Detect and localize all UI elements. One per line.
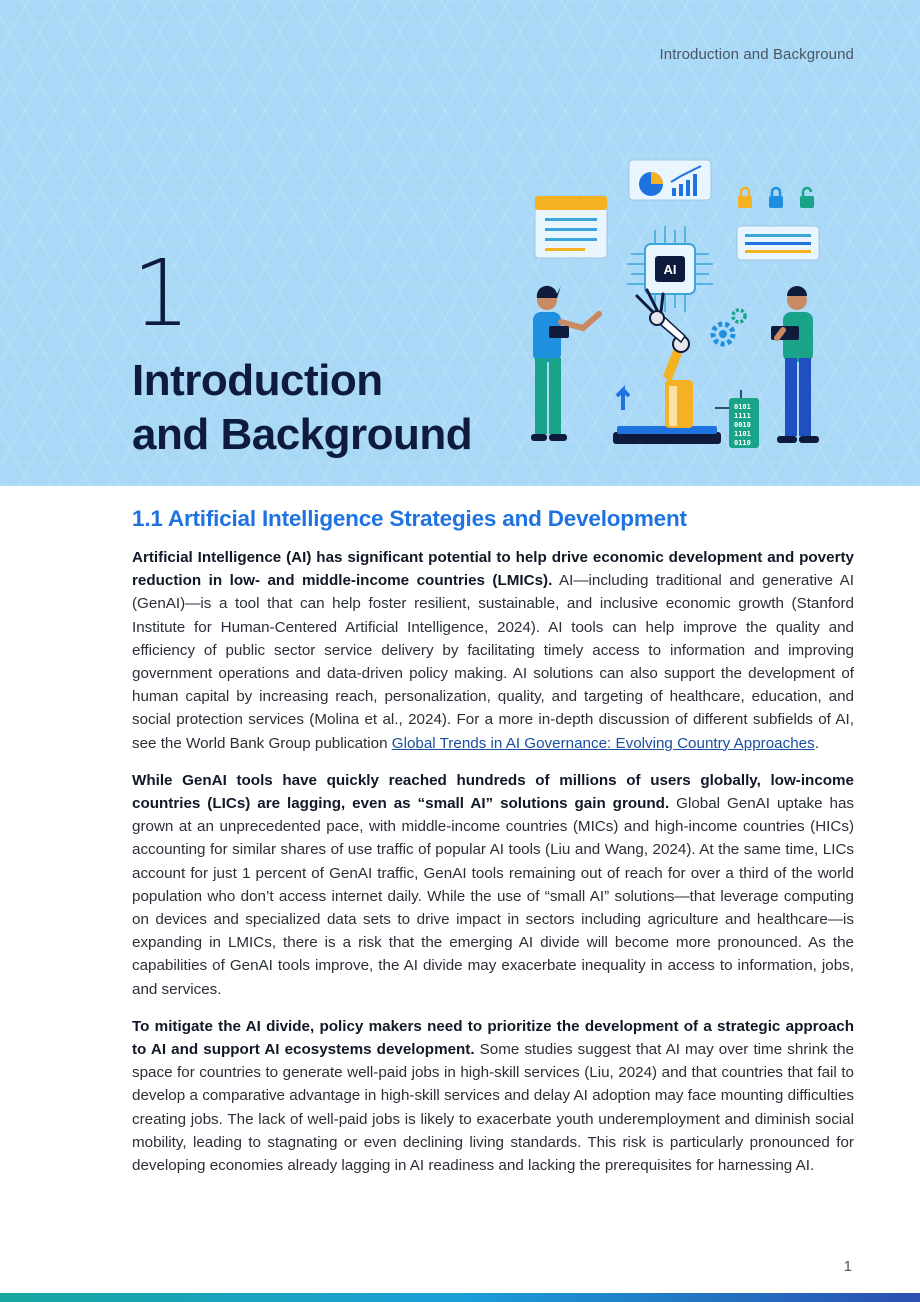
paragraph-lead: To mitigate the AI divide, policy makers need to prioritize the development of a strategic approach to AI and support AI ecosystems development. bbox=[132, 1017, 854, 1059]
chapter-number: 1 bbox=[132, 240, 191, 347]
main-content bbox=[132, 506, 854, 1191]
paragraph-1 bbox=[132, 546, 854, 755]
paragraph-2 bbox=[132, 769, 854, 1001]
document-card-icon bbox=[535, 196, 607, 258]
paragraph-lead: While GenAI tools have quickly reached hundreds of millions of users globally, low-income countries (LICs) are lagging, even as “small AI” solutions gain ground. bbox=[132, 771, 854, 813]
running-head: Introduction and Background bbox=[659, 46, 854, 63]
binary-line: 1111 bbox=[734, 412, 751, 420]
gear-icon bbox=[713, 310, 745, 344]
binary-line: 1101 bbox=[734, 430, 751, 438]
page-number: 1 bbox=[843, 1258, 852, 1275]
chapter-title-line-1: Introduction bbox=[132, 356, 383, 405]
binary-line: 0101 bbox=[734, 403, 751, 411]
lock-icons bbox=[738, 188, 814, 208]
paragraph-body: AI—including traditional and generative AI (GenAI)—is a tool that can help foster resilient, sustainable, and inclusive economic growth (Stanford Institute for Human-Centered Artificial Intelligence, 2024). AI tools can help improve the quality and efficiency of public sector service delivery by facilitating timely access to information and improving government operations and data-driven policy making. AI solutions can also support the development of human capital by increasing reach, personalization, quality, and targeting of healthcare, education, and social protection services (Molina et al., 2024). For a more in-depth discussion of different subfields of AI, see the World Bank Group publication bbox=[132, 572, 854, 752]
ai-chip-label: AI bbox=[663, 262, 677, 277]
woman-figure bbox=[531, 286, 599, 441]
paragraph-tail: . bbox=[814, 734, 819, 752]
ai-illustration bbox=[505, 150, 835, 455]
binary-data-icon bbox=[715, 390, 759, 448]
section-heading: 1.1 Artificial Intelligence Strategies and Development bbox=[132, 506, 687, 531]
footer-gradient-bar bbox=[0, 1293, 920, 1302]
chapter-hero-banner bbox=[0, 0, 920, 486]
man-figure bbox=[771, 286, 819, 443]
paragraph-body: Global GenAI uptake has grown at an unprecedented pace, with middle-income countries (MICs) and high-income countries (HICs) accounting for similar shares of use traffic of popular AI tools (Liu and Wang, 2024). At the same time, LICs account for just 1 percent of GenAI traffic, GenAI tools remaining out of reach for over a third of the world population who don’t access internet daily. While the use of “small AI” solutions—that leverage computing on devices and specialized data sets to drive impact in sectors including agriculture and healthcare—is expanding in LMICs, there is a risk that the emerging AI divide will become more pronounced. As the capabilities of GenAI tools improve, the AI divide may exacerbate inequality in access to information, jobs, and services. bbox=[132, 795, 854, 998]
robot-arm-icon bbox=[613, 290, 721, 444]
text-card-icon bbox=[737, 226, 819, 260]
chapter-title-line-2: and Background bbox=[132, 410, 473, 459]
paragraph-lead: Artificial Intelligence (AI) has significant potential to help drive economic development and poverty reduction in low- and middle-income countries (LMICs). bbox=[132, 549, 854, 590]
binary-line: 0010 bbox=[734, 421, 751, 429]
binary-line: 0110 bbox=[734, 439, 751, 447]
global-trends-link[interactable]: Global Trends in AI Governance: Evolving Country Approaches bbox=[391, 734, 815, 752]
analytics-card-icon bbox=[629, 160, 711, 200]
paragraph-body: Some studies suggest that AI may over time shrink the space for countries to generate well-paid jobs in high-skill services (Liu, 2024) and that countries that fail to develop a comparative advantage in high-skill services and delay AI adoption may face mounting difficulties creating jobs. The lack of well-paid jobs is likely to exacerbate youth underemployment and diminish social mobility, leading to stagnating or even declining living standards. This risk is particularly pronounced for developing economies already lagging in AI readiness and lacking the prerequisites for harnessing AI. bbox=[132, 1041, 854, 1175]
chapter-title bbox=[132, 354, 472, 462]
paragraph-3 bbox=[132, 1015, 854, 1177]
